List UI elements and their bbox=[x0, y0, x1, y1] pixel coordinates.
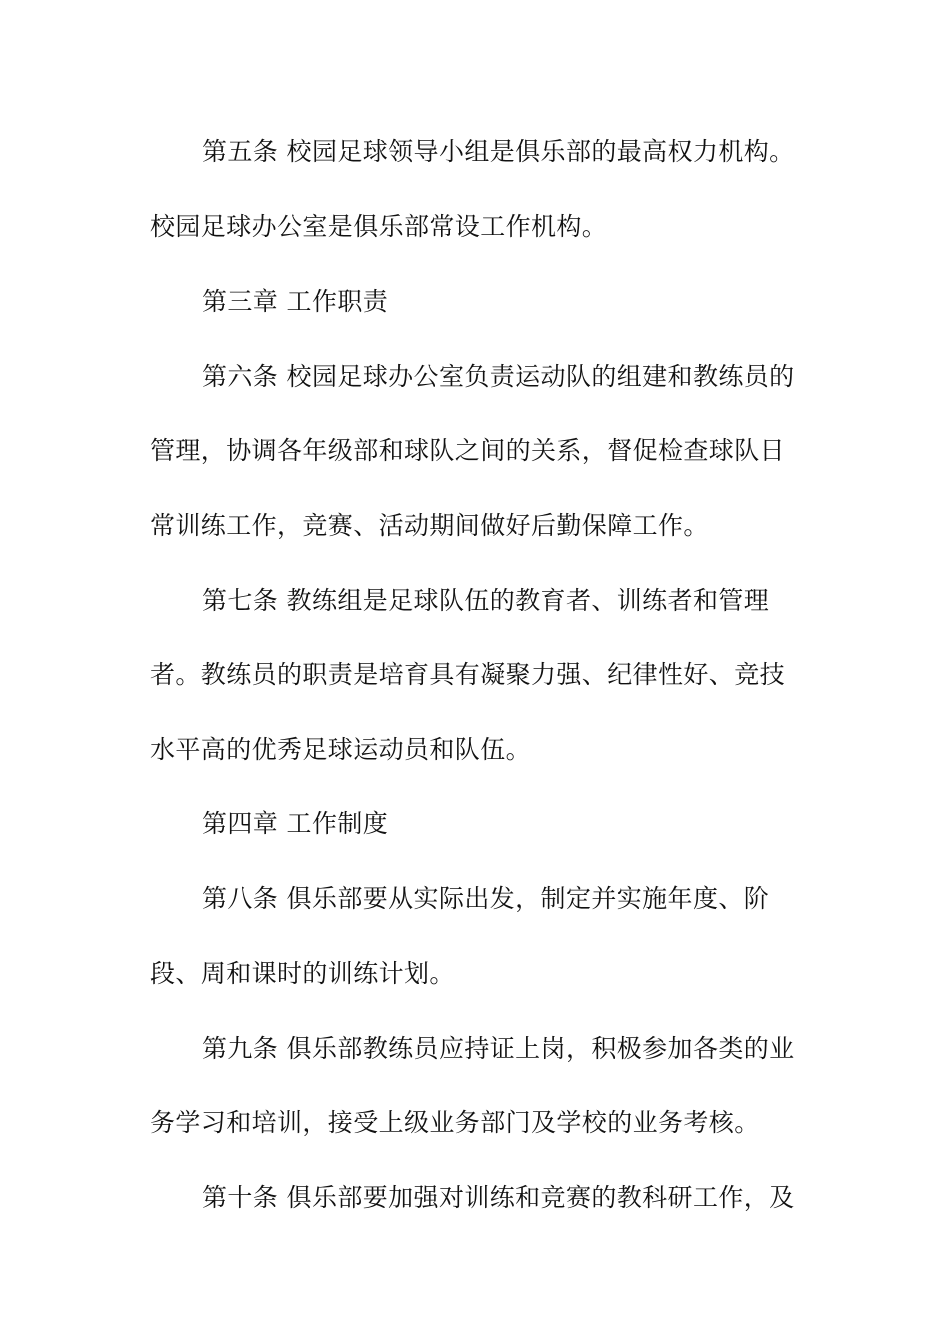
text-line-article-10: 第十条 俱乐部要加强对训练和竞赛的教科研工作，及 bbox=[202, 1183, 795, 1212]
text-line-article-9: 第九条 俱乐部教练员应持证上岗，积极参加各类的业 bbox=[202, 1034, 795, 1063]
text-line: 者。教练员的职责是培育具有凝聚力强、纪律性好、竞技 bbox=[150, 660, 786, 689]
chapter-heading-4: 第四章 工作制度 bbox=[202, 809, 389, 838]
text-line: 水平高的优秀足球运动员和队伍。 bbox=[150, 735, 532, 764]
text-line: 常训练工作，竞赛、活动期间做好后勤保障工作。 bbox=[150, 511, 709, 540]
text-line-article-8: 第八条 俱乐部要从实际出发，制定并实施年度、阶 bbox=[202, 884, 770, 913]
chapter-heading-3: 第三章 工作职责 bbox=[202, 287, 389, 316]
text-line-article-6: 第六条 校园足球办公室负责运动队的组建和教练员的 bbox=[202, 362, 795, 391]
text-line: 务学习和培训，接受上级业务部门及学校的业务考核。 bbox=[150, 1108, 760, 1137]
text-line-article-5: 第五条 校园足球领导小组是俱乐部的最高权力机构。 bbox=[202, 137, 795, 166]
text-line: 校园足球办公室是俱乐部常设工作机构。 bbox=[150, 212, 608, 241]
text-line: 段、周和课时的训练计划。 bbox=[150, 959, 455, 988]
text-line: 管理，协调各年级部和球队之间的关系，督促检查球队日 bbox=[150, 436, 786, 465]
text-line-article-7: 第七条 教练组是足球队伍的教育者、训练者和管理 bbox=[202, 586, 770, 615]
